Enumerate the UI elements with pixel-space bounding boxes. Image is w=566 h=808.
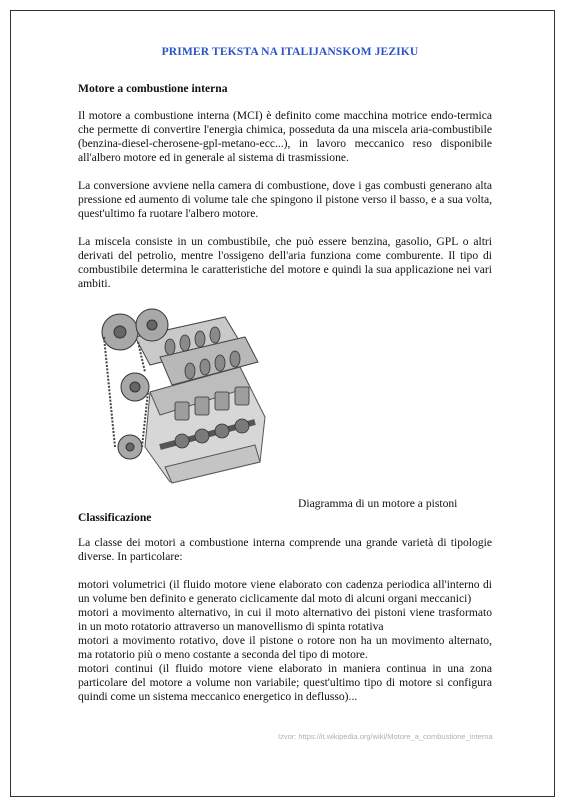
- document-title: PRIMER TEKSTA NA ITALIJANSKOM JEZIKU: [161, 45, 419, 58]
- source-link[interactable]: Izvor: https://it.wikipedia.org/wiki/Motore_a_combustione_interna: [278, 732, 493, 741]
- list-item: motori a movimento rotativo, dove il pistone o rotore non ha un movimento alternato, ma rotatorio più o meno costante a seconda del tipo di motore.: [78, 634, 492, 661]
- document-body: [78, 45, 493, 741]
- paragraph-intro: La classe dei motori a combustione interna comprende una grande varietà di tipologie diverse. In particolare:: [78, 536, 492, 563]
- section-heading-motore: Motore a combustione interna: [78, 82, 228, 95]
- section-heading-classificazione: Classificazione: [78, 511, 152, 524]
- paragraph-3: La miscela consiste in un combustibile, che può essere benzina, gasolio, GPL o altri derivati del petrolio, mentre l'ossigeno dell'aria funziona come comburente. Il tipo di combustibile determina le caratteristiche del motore e quindi la sua applicazione nei vari ambiti.: [78, 235, 492, 290]
- engine-illustration: [90, 297, 280, 487]
- paragraph-2: La conversione avviene nella camera di combustione, dove i gas combusti generano alta pressione ed aumento di volume tale che spingono il pistone verso il basso, e a sua volta, quest'ultimo fa ruotare l'albero motore.: [78, 179, 492, 220]
- list-item: motori continui (il fluido motore viene elaborato in maniera continua in una zona particolare del motore a volume non variabile; quest'ultimo tipo di motore si configura quindi come un sistema meccanico energetico in deflusso)...: [78, 662, 492, 703]
- list-item: motori a movimento alternativo, in cui il moto alternativo dei pistoni viene trasformato in un moto rotatorio attraverso un manovellismo di spinta rotativa: [78, 606, 492, 633]
- classification-list: [78, 578, 492, 704]
- paragraph-1: Il motore a combustione interna (MCI) è definito come macchina motrice endo-termica che permette di convertire l'energia chimica, posseduta da una miscela aria-combustibile (benzina-diesel-cherosene-gpl-metano-ecc...), in lavoro meccanico reso disponibile all'albero motore ed in generale al sistema di trasmissione.: [78, 109, 492, 164]
- list-item: motori volumetrici (il fluido motore viene elaborato con cadenza periodica all'interno di un volume ben definito e generato ciclicamente dal moto di alcuni organi meccanici): [78, 578, 492, 605]
- figure-caption: Diagramma di un motore a pistoni: [298, 497, 458, 510]
